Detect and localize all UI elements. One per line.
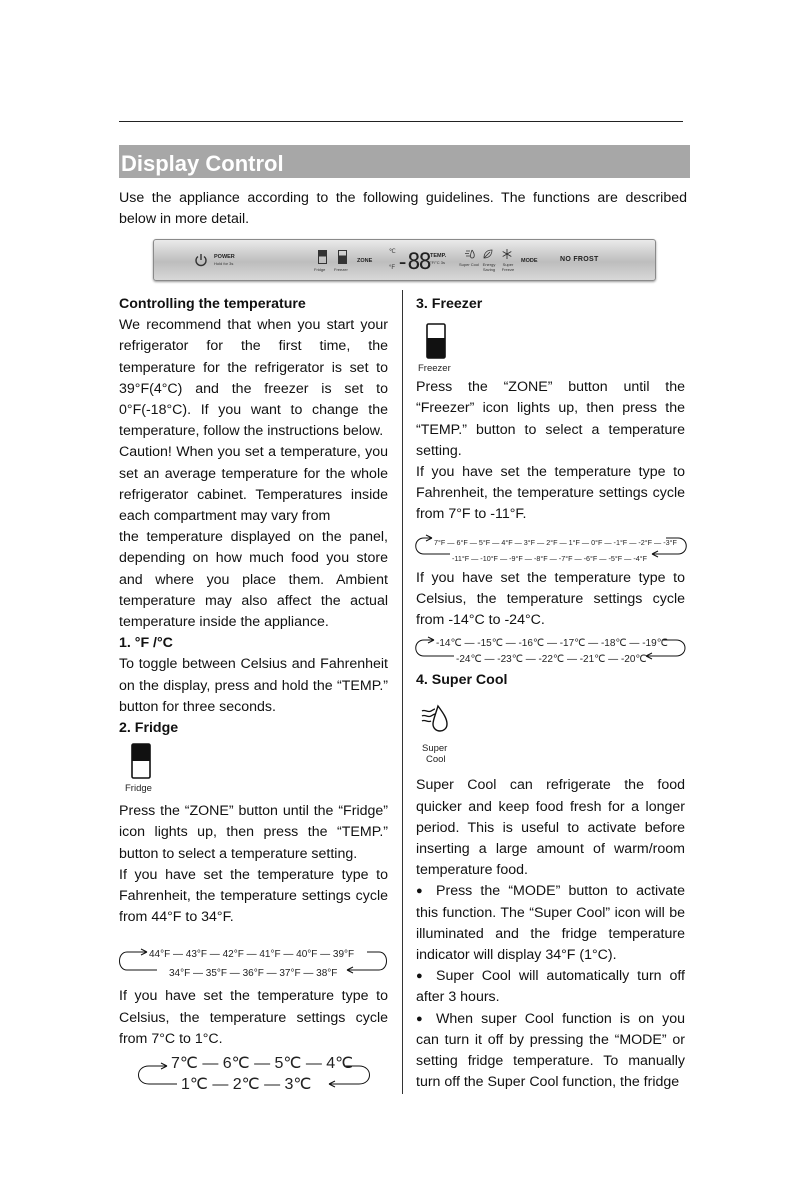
control-panel-image <box>153 239 656 281</box>
paragraph-fridge-zone: Press the “ZONE” button until the “Fridge” icon lights up, then press the “TEMP.” button to select a temperature setting. <box>119 803 388 862</box>
paragraph-toggle-units: To toggle between Celsius and Fahrenheit on the display, press and hold the “TEMP.” button for three seconds. <box>119 656 388 715</box>
bullet-turn-off-text: When super Cool function is on you can turn it off by pressing the “MODE” or setting fridge temperature. To manually turn off the Super Cool function, the fridge <box>416 1010 685 1091</box>
super-cool-caption-line2: Cool <box>426 754 446 766</box>
super-cool-panel-icon <box>464 248 476 260</box>
right-column <box>416 294 685 1093</box>
heading-super-cool: 4. Super Cool <box>416 672 508 689</box>
heading-freezer: 3. Freezer <box>416 296 483 312</box>
bullet-auto-off: ● Super Cool will automatically turn off after 3 hours. <box>416 968 685 1006</box>
super-cool-caption-line1: Super <box>422 743 448 755</box>
fridge-icon <box>131 743 151 779</box>
section-header <box>119 145 690 178</box>
freezer-zone-icon <box>338 250 347 264</box>
left-column <box>119 294 388 1101</box>
top-rule <box>119 121 683 122</box>
energy-saving-icon <box>482 248 494 260</box>
energy-saving-label: Energy Saving <box>482 262 496 272</box>
freezer-fahrenheit-bottom-row: -11°F — -10°F — -9°F — -8°F — -7°F — -6°F — -5°F — -4°F <box>452 553 647 563</box>
celsius-indicator: ℃ <box>389 249 396 255</box>
fridge-celsius-bottom-row: 1℃ — 2℃ — 3℃ <box>181 1076 312 1094</box>
paragraph-displayed-temp: the temperature displayed on the panel, depending on how much food you store and where you place them. Ambient temperature may also affect the actual temperature inside the appliance. <box>119 529 388 631</box>
fridge-celsius-top-row: 7℃ — 6℃ — 5℃ — 4℃ <box>171 1055 354 1073</box>
fridge-icon-caption: Fridge <box>125 783 152 795</box>
super-cool-icon <box>420 703 450 733</box>
column-divider <box>402 290 403 1094</box>
bullet-turn-off: ● When super Cool function is on you can turn it off by pressing the “MODE” or setting fridge temperature. To manually turn off the Super Cool function, the fridge <box>416 1010 685 1091</box>
section-title: Display Control <box>121 151 284 176</box>
freezer-fahrenheit-cycle <box>416 532 685 562</box>
heading-controlling-temperature: Controlling the temperature <box>119 296 306 312</box>
fahrenheit-indicator: °F <box>389 265 396 271</box>
bullet-activate: ● Press the “MODE” button to activate this function. The “Super Cool” icon will be illuminated and the fridge temperature indicator will display 34°F (1°C). <box>416 883 685 964</box>
paragraph-fridge-fahrenheit: If you have set the temperature type to Fahrenheit, the temperature settings cycle from 44°F to 34°F. <box>119 866 388 926</box>
power-sublabel: Hold for 3s <box>214 261 234 266</box>
freezer-icon-block <box>416 315 685 377</box>
freezer-icon-caption: Freezer <box>418 363 451 375</box>
paragraph-freezer-fahrenheit: If you have set the temperature type to Fahrenheit, the temperature settings cycle from 7°F to -11°F. <box>416 464 685 523</box>
paragraph-recommend: We recommend that when you start your refrigerator for the first time, the temperature for the refrigerator is set to 39°F(4°C) and the freezer is set to 0°F(-18°C). If you want to change the temperature, follow the instructions below. <box>119 317 388 440</box>
temperature-display: -88 <box>396 250 430 275</box>
paragraph-freezer-zone: Press the “ZONE” button until the “Freezer” icon lights up, then press the “TEMP.” button to select a temperature setting. <box>416 379 685 459</box>
super-cool-icon-block <box>416 691 685 775</box>
freezer-celsius-bottom-row: -24℃ — -23℃ — -22℃ — -21℃ — -20℃ <box>456 654 647 666</box>
super-cool-panel-label: Super Cool <box>459 262 480 267</box>
freezer-icon <box>426 323 446 359</box>
intro-text: Use the appliance according to the following guidelines. The functions are described below in more detail. <box>119 190 687 227</box>
freezer-fahrenheit-top-row: 7°F — 6°F — 5°F — 4°F — 3°F — 2°F — 1°F — 0°F — -1°F — -2°F — -3°F <box>434 537 677 547</box>
temp-button-label: TEMP. <box>430 253 447 259</box>
bullet-auto-off-text: Super Cool will automatically turn off after 3 hours. <box>416 968 685 1006</box>
bullet-activate-text: Press the “MODE” button to activate this function. The “Super Cool” icon will be illuminated and the fridge temperature indicator will display 34°F (1°C). <box>416 883 685 964</box>
fridge-zone-icon <box>318 250 327 264</box>
heading-fridge: 2. Fridge <box>119 720 179 737</box>
fridge-fahrenheit-top-row: 44°F — 43°F — 42°F — 41°F — 40°F — 39°F <box>149 949 355 961</box>
fridge-zone-label: Fridge <box>314 267 326 272</box>
fridge-fahrenheit-bottom-row: 34°F — 35°F — 36°F — 37°F — 38°F <box>169 968 338 980</box>
freezer-celsius-cycle <box>416 634 685 664</box>
brand-logo: NO FROST <box>560 256 599 263</box>
power-label: POWER <box>214 254 235 260</box>
paragraph-super-cool: Super Cool can refrigerate the food quicker and keep food fresh for a longer period. This is useful to activate before inserting a large amount of warm/room temperature food. <box>416 777 685 879</box>
paragraph-fridge-celsius: If you have set the temperature type to Celsius, the temperature settings cycle from 7°C to 1°C. <box>119 988 388 1047</box>
power-icon <box>194 253 208 267</box>
zone-button-label: ZONE <box>357 258 373 264</box>
super-freeze-label: Super Freeze <box>501 262 515 272</box>
paragraph-caution: Caution! When you set a temperature, you set an average temperature for the whole refrigerator cabinet. Temperatures inside each compartment may vary from <box>119 444 388 525</box>
freezer-celsius-top-row: -14℃ — -15℃ — -16℃ — -17℃ — -18℃ — -19℃ <box>436 638 668 650</box>
fridge-fahrenheit-cycle <box>119 942 388 978</box>
temp-button-sublabel: °F/°C 3s <box>430 260 445 265</box>
mode-button-label: MODE <box>521 258 538 264</box>
freezer-zone-label: Freezer <box>334 267 348 272</box>
paragraph-freezer-celsius: If you have set the temperature type to Celsius, the temperature settings cycle from -14°C to -24°C. <box>416 569 685 629</box>
heading-f-c: 1. °F /°C <box>119 635 173 652</box>
super-freeze-icon <box>501 248 513 260</box>
fridge-icon-block <box>119 739 388 801</box>
fridge-celsius-cycle <box>119 1053 388 1095</box>
